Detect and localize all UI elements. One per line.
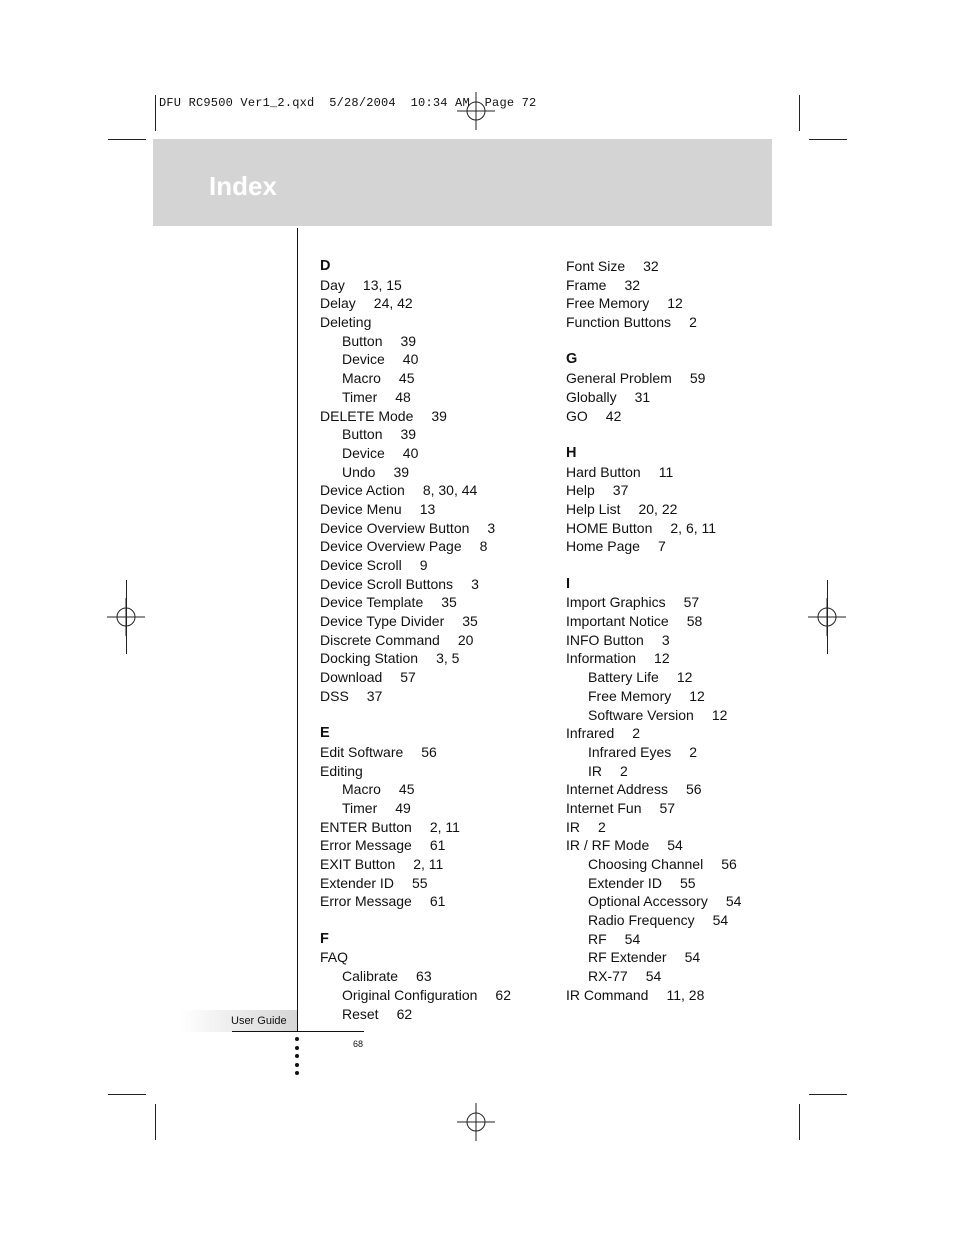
title-banner: [153, 139, 772, 226]
index-subentry: [566, 874, 786, 893]
index-term: Internet Address: [566, 781, 668, 798]
index-term: Undo: [342, 463, 376, 480]
index-subentry: [320, 799, 560, 818]
index-entry: [566, 257, 786, 276]
index-page-ref: 54: [725, 893, 742, 910]
index-page-ref: 11, 28: [666, 986, 705, 1003]
section-gap: [320, 911, 560, 930]
index-entry: [566, 649, 786, 668]
index-subentry: [566, 911, 786, 930]
index-page-ref: 56: [721, 856, 737, 872]
index-entry: [320, 407, 560, 426]
index-page-ref: 2, 6, 11: [670, 519, 717, 536]
index-entry: [566, 481, 786, 500]
registration-mark-icon: [457, 92, 495, 130]
index-subentry: [320, 350, 560, 369]
index-term: Reset: [342, 1005, 379, 1022]
index-term: Radio Frequency: [588, 912, 695, 929]
index-page-ref: 2: [620, 762, 628, 779]
index-page-ref: 9: [419, 557, 428, 573]
index-page-ref: 7: [657, 538, 666, 555]
index-entry: [566, 631, 786, 650]
index-page-ref: 54: [645, 968, 662, 985]
index-page-ref: 2: [632, 725, 641, 742]
index-term: Device Menu: [320, 500, 402, 517]
index-term: Editing: [320, 762, 363, 779]
index-entry: [566, 724, 786, 743]
print-slug: DFU RC9500 Ver1_2.qxd 5/28/2004 10:34 AM Page 72: [159, 96, 537, 110]
index-page-ref: 57: [659, 799, 676, 816]
index-term: IR Command: [566, 986, 649, 1003]
index-term: Frame: [566, 276, 607, 293]
index-term: IR: [588, 762, 602, 779]
index-page-ref: 39: [400, 332, 417, 349]
index-page-ref: 49: [395, 799, 411, 816]
index-term: Optional Accessory: [588, 893, 708, 910]
index-section-letter: H: [566, 444, 577, 461]
index-page-ref: 35: [462, 613, 478, 630]
index-page-ref: 3: [471, 575, 479, 592]
index-subentry: [320, 369, 560, 388]
index-entry: [566, 593, 786, 612]
index-page-ref: 13: [419, 500, 436, 517]
index-page-ref: 32: [643, 258, 659, 274]
index-entry: [320, 649, 560, 668]
index-term: Help List: [566, 500, 621, 517]
index-page-ref: 12: [676, 669, 693, 686]
index-page-ref: 2, 11: [429, 818, 460, 835]
index-page-ref: 62: [396, 1005, 413, 1022]
index-page-ref: 63: [416, 968, 432, 985]
index-term: Import Graphics: [566, 594, 666, 611]
crop-mark: [155, 1104, 156, 1140]
index-subentry: [566, 855, 786, 874]
index-entry: [320, 874, 560, 893]
index-term: INFO Button: [566, 631, 644, 648]
page-number: 68: [353, 1039, 364, 1049]
index-term: Timer: [342, 799, 378, 816]
index-page-ref: 62: [495, 986, 511, 1003]
index-subentry: [566, 668, 786, 687]
index-page-ref: 2: [689, 743, 698, 760]
index-page-ref: 40: [402, 444, 419, 461]
index-entry: [566, 463, 786, 482]
index-column-right: [566, 257, 786, 1005]
index-page-ref: 31: [634, 388, 651, 405]
index-section-letter: G: [566, 351, 578, 368]
index-entry: [320, 668, 560, 687]
index-term: Extender ID: [320, 874, 394, 891]
index-term: Macro: [342, 370, 381, 387]
index-term: Device: [342, 444, 385, 461]
index-page-ref: 8, 30, 44: [422, 482, 478, 499]
index-subentry: [320, 1005, 560, 1024]
index-page-ref: 2: [689, 314, 697, 331]
index-page-ref: 55: [411, 874, 428, 891]
index-subentry: [566, 762, 786, 781]
index-subentry: [320, 332, 560, 351]
index-entry: [566, 294, 786, 313]
index-term: HOME Button: [566, 519, 653, 536]
index-entry: [320, 500, 560, 519]
index-subentry: [566, 892, 786, 911]
index-term: Choosing Channel: [588, 856, 704, 872]
index-entry: [566, 407, 786, 426]
index-term: FAQ: [320, 949, 349, 966]
index-term: Home Page: [566, 538, 640, 555]
index-term: Edit Software: [320, 743, 404, 760]
index-subentry: [320, 986, 560, 1005]
index-page-ref: 61: [429, 837, 446, 854]
index-page-ref: 12: [711, 706, 728, 723]
index-entry: [566, 818, 786, 837]
index-page-ref: 35: [441, 594, 457, 611]
index-entry: [320, 593, 560, 612]
index-page-ref: 12: [654, 650, 670, 667]
index-term: General Problem: [566, 370, 672, 387]
index-page-ref: 32: [624, 276, 641, 293]
index-term: DELETE Mode: [320, 407, 414, 424]
index-page-ref: 24, 42: [373, 295, 413, 312]
index-term: Device Overview Page: [320, 538, 462, 555]
index-entry: [320, 687, 560, 706]
index-subentry: [320, 967, 560, 986]
crop-mark: [799, 95, 800, 131]
index-term: Error Message: [320, 837, 412, 854]
index-entry: [320, 481, 560, 500]
index-page-ref: 20: [457, 631, 474, 648]
index-subentry: [320, 463, 560, 482]
index-term: Hard Button: [566, 463, 641, 480]
crop-mark: [809, 139, 847, 140]
index-term: Error Message: [320, 893, 412, 910]
index-term: ENTER Button: [320, 818, 412, 835]
crop-mark: [126, 580, 127, 654]
index-term: RX-77: [588, 968, 628, 985]
index-entry: [566, 986, 786, 1005]
index-subentry: [566, 743, 786, 762]
index-subentry: [320, 425, 560, 444]
index-term: Device Type Divider: [320, 613, 445, 630]
index-term: Infrared: [566, 725, 615, 742]
footer-rule: [232, 1031, 364, 1032]
index-page-ref: 2, 11: [413, 856, 444, 872]
index-entry: [320, 818, 560, 837]
index-page-ref: 3: [487, 519, 496, 536]
index-entry: [320, 276, 560, 295]
index-entry: [566, 369, 786, 388]
index-term: DSS: [320, 687, 349, 704]
index-page-ref: 54: [684, 949, 701, 966]
index-term: Delay: [320, 295, 356, 312]
index-term: Internet Fun: [566, 799, 642, 816]
index-entry: [566, 537, 786, 556]
index-entry: [320, 294, 560, 313]
index-subentry: [320, 780, 560, 799]
index-term: GO: [566, 407, 588, 424]
index-page-ref: 55: [679, 874, 696, 891]
index-term: Calibrate: [342, 968, 399, 985]
index-subentry: [566, 930, 786, 949]
crop-mark: [155, 95, 156, 131]
index-page-ref: 12: [667, 295, 683, 312]
index-term: Device: [342, 351, 385, 368]
crop-mark: [799, 1104, 800, 1140]
index-entry: [320, 313, 560, 332]
index-term: Device Scroll Buttons: [320, 575, 454, 592]
section-gap: [566, 332, 786, 351]
index-subentry: [320, 444, 560, 463]
index-entry: [320, 762, 560, 781]
index-page-ref: 11: [658, 463, 674, 480]
index-term: Docking Station: [320, 650, 419, 667]
index-page-ref: 45: [398, 781, 415, 798]
index-section-letter: E: [320, 725, 330, 742]
registration-mark-icon: [457, 1103, 495, 1141]
index-term: Free Memory: [566, 295, 650, 312]
index-term: Device Scroll: [320, 557, 402, 573]
footer-dots: [295, 1037, 300, 1080]
crop-mark: [108, 139, 146, 140]
index-entry: [320, 612, 560, 631]
index-term: Original Configuration: [342, 986, 478, 1003]
index-term: Function Buttons: [566, 314, 672, 331]
index-subentry: [566, 706, 786, 725]
index-page-ref: 57: [683, 594, 700, 611]
index-term: Free Memory: [588, 687, 672, 704]
index-subentry: [566, 967, 786, 986]
crop-mark: [809, 1094, 847, 1095]
index-entry: [320, 743, 560, 762]
index-subentry: [320, 388, 560, 407]
index-term: Battery Life: [588, 669, 659, 686]
index-page-ref: 48: [395, 388, 411, 405]
index-term: Infrared Eyes: [588, 743, 672, 760]
index-page-ref: 2: [598, 818, 606, 835]
index-term: Macro: [342, 781, 381, 798]
index-entry: [566, 780, 786, 799]
index-entry: [566, 500, 786, 519]
index-term: RF: [588, 930, 607, 947]
index-page-ref: 42: [605, 407, 622, 424]
index-term: IR: [566, 818, 580, 835]
index-page-ref: 37: [366, 687, 383, 704]
index-entry: [566, 799, 786, 818]
index-term: IR / RF Mode: [566, 837, 650, 854]
footer-label: User Guide: [231, 1015, 287, 1027]
index-entry: [320, 892, 560, 911]
index-page-ref: 20, 22: [638, 500, 678, 517]
index-entry: [320, 836, 560, 855]
index-term: Device Action: [320, 482, 405, 499]
index-page-ref: 54: [667, 837, 683, 854]
index-term: Information: [566, 650, 637, 667]
index-term: Device Overview Button: [320, 519, 470, 536]
index-entry: [320, 855, 560, 874]
index-term: Discrete Command: [320, 631, 440, 648]
crop-mark: [108, 1094, 146, 1095]
index-term: Software Version: [588, 706, 694, 723]
index-page-ref: 39: [431, 407, 447, 424]
index-page-ref: 37: [612, 482, 629, 499]
index-page-ref: 45: [398, 370, 415, 387]
index-entry: [566, 836, 786, 855]
index-term: Button: [342, 332, 383, 349]
index-entry: [320, 948, 560, 967]
index-term: Device Template: [320, 594, 424, 611]
index-entry: [320, 575, 560, 594]
index-section-letter: D: [320, 258, 331, 274]
index-entry: [566, 519, 786, 538]
index-page-ref: 13, 15: [362, 276, 402, 293]
index-page-ref: 39: [393, 463, 410, 480]
index-page-ref: 56: [421, 743, 437, 760]
index-entry: [566, 276, 786, 295]
column-divider: [297, 228, 298, 1031]
page-title: Index: [209, 171, 277, 201]
index-term: Help: [566, 482, 595, 499]
index-entry: [320, 556, 560, 575]
index-page-ref: 8: [479, 538, 488, 555]
index-page-ref: 39: [400, 426, 417, 443]
index-page-ref: 61: [429, 893, 446, 910]
index-entry: [566, 313, 786, 332]
index-page-ref: 3, 5: [436, 650, 460, 667]
index-term: RF Extender: [588, 949, 667, 966]
index-section-letter: I: [566, 575, 571, 592]
index-page-ref: 58: [686, 613, 703, 630]
index-term: Font Size: [566, 258, 626, 274]
crop-mark: [827, 580, 828, 654]
index-term: Download: [320, 669, 383, 686]
index-page-ref: 57: [400, 669, 416, 686]
index-entry: [566, 612, 786, 631]
index-term: Globally: [566, 388, 617, 405]
index-entry: [320, 537, 560, 556]
index-entry: [320, 519, 560, 538]
index-page-ref: 59: [689, 370, 706, 387]
section-gap: [566, 425, 786, 444]
index-subentry: [566, 687, 786, 706]
index-term: Important Notice: [566, 613, 669, 630]
index-page-ref: 3: [661, 631, 670, 648]
index-term: Extender ID: [588, 874, 662, 891]
index-section-letter: F: [320, 930, 329, 947]
index-term: Button: [342, 426, 383, 443]
index-page-ref: 12: [689, 687, 705, 704]
index-term: Day: [320, 276, 345, 293]
index-page-ref: 54: [712, 912, 729, 929]
index-entry: [566, 388, 786, 407]
index-page-ref: 54: [624, 930, 641, 947]
index-term: Timer: [342, 388, 378, 405]
index-term: EXIT Button: [320, 856, 396, 872]
index-term: Deleting: [320, 314, 372, 331]
index-page-ref: 56: [685, 781, 702, 798]
index-page-ref: 40: [402, 351, 419, 368]
index-subentry: [566, 948, 786, 967]
section-gap: [320, 706, 560, 725]
index-column-left: [320, 257, 560, 1023]
index-entry: [320, 631, 560, 650]
section-gap: [566, 556, 786, 575]
